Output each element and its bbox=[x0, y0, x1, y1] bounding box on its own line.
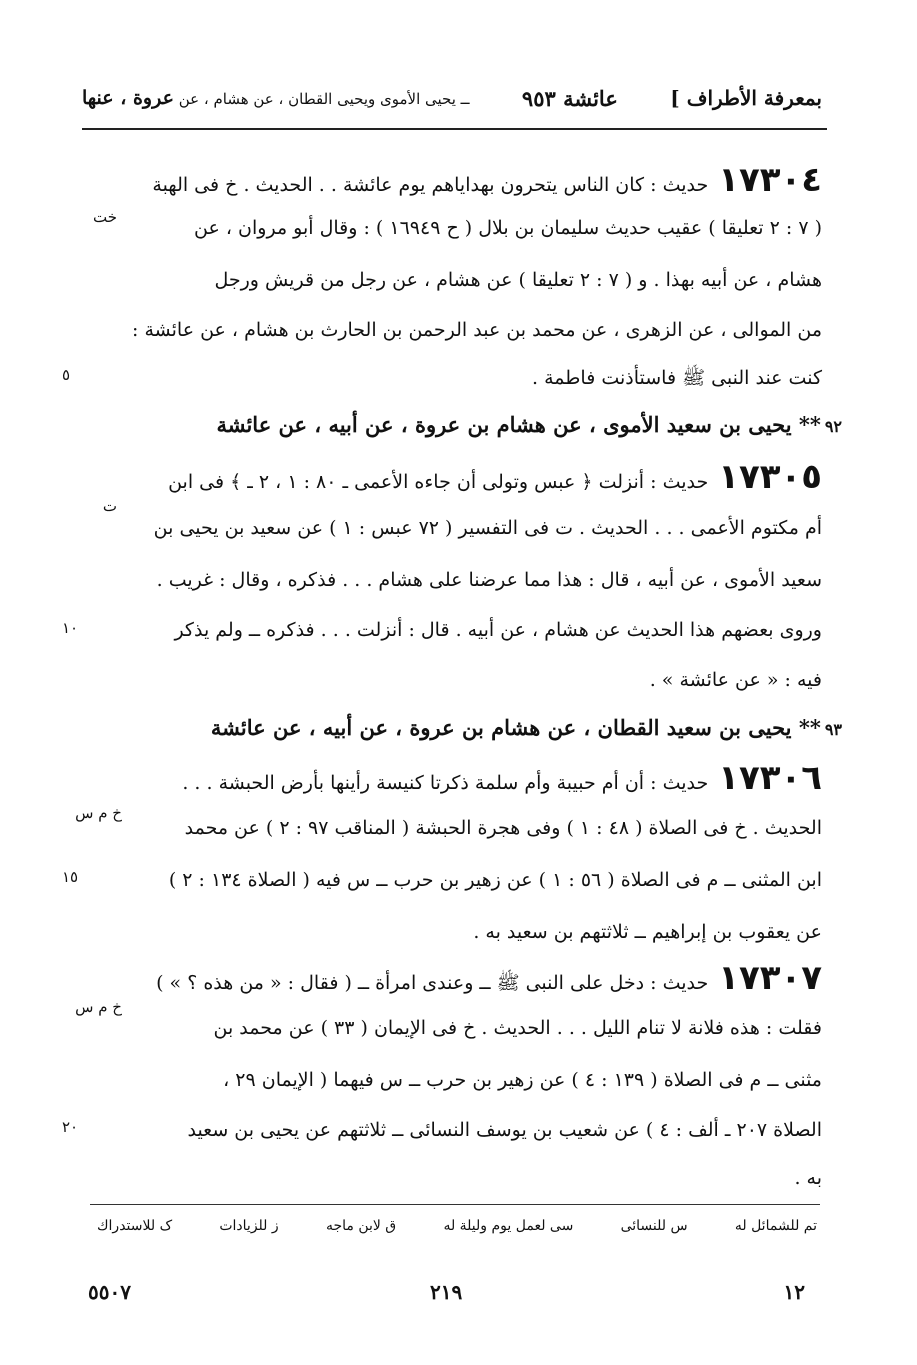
legend-item: ق لابن ماجه bbox=[325, 1218, 397, 1234]
entry-17304-line-3: هشام ، عن أبيه بهذا . و ( ٧ : ٢ تعليقا ) عن هشام ، عن رجل من قريش ورجل bbox=[214, 269, 822, 291]
volume-number: ١٢ bbox=[783, 1280, 805, 1304]
entry-17305-line-1: ١٧٣٠٥حديث : أنزلت ﴿ عبس وتولى أن جاءه الأعمى ـ ٨٠ : ١ ، ٢ ـ ﴾ فى ابن bbox=[168, 457, 822, 497]
entry-17306-line-3: ابن المثنى ــ م فى الصلاة ( ٥٦ : ١ ) عن زهير بن حرب ــ س فيه ( الصلاة ١٣٤ : ٢ ) bbox=[168, 869, 822, 891]
entry-17306-line-4: عن يعقوب بن إبراهيم ــ ثلاثتهم بن سعيد به . bbox=[473, 921, 822, 943]
entry-17306-sigla: خ م س bbox=[75, 804, 122, 822]
entry-17307-line-5: به . bbox=[794, 1167, 822, 1189]
entry-17304-sigla: خت bbox=[92, 208, 117, 226]
entry-17304-line-1: ١٧٣٠٤حديث : كان الناس يتحرون بهداياهم يوم عائشة . . الحديث . خ فى الهبة bbox=[152, 160, 822, 200]
legend-item: تم للشمائل له bbox=[734, 1218, 817, 1234]
page-number: ٢١٩ bbox=[430, 1280, 463, 1304]
entry-17305-line-5: فيه : « عن عائشة » . bbox=[649, 669, 822, 691]
header-subtitle bbox=[82, 87, 469, 109]
section-number: ٩٣ bbox=[824, 720, 842, 739]
entry-17307-sigla: خ م س bbox=[75, 998, 122, 1016]
entry-number: ١٧٣٠٥ bbox=[718, 457, 822, 497]
entry-17306-line-2: الحديث . خ فى الصلاة ( ٤٨ : ١ ) وفى هجرة الحبشة ( المناقب ٩٧ : ٢ ) عن محمد bbox=[184, 817, 822, 839]
footnote-rule bbox=[90, 1204, 820, 1205]
print-code: ٥٥٠٧ bbox=[88, 1280, 131, 1304]
entry-17304-line-5: كنت عند النبى ﷺ فاستأذنت فاطمة . bbox=[532, 367, 822, 389]
legend-item: سى لعمل يوم وليلة له bbox=[443, 1218, 574, 1234]
entry-17304-line-4: من الموالى ، عن الزهرى ، عن محمد بن عبد الرحمن بن الحارث بن هشام ، عن عائشة : bbox=[132, 319, 822, 341]
abbreviation-legend bbox=[97, 1218, 817, 1234]
entry-17307-line-4: الصلاة ٢٠٧ ـ ألف : ٤ ) عن شعيب بن يوسف النسائى ــ ثلاثتهم عن يحيى بن سعيد bbox=[187, 1119, 822, 1141]
margin-line-number: ١٥ bbox=[62, 868, 79, 886]
entry-17305-line-2: أم مكتوم الأعمى . . . الحديث . ت فى التفسير ( ٧٢ عبس : ١ ) عن سعيد بن يحيى بن bbox=[153, 517, 822, 539]
margin-line-number: ٥ bbox=[62, 366, 71, 384]
running-header bbox=[82, 78, 822, 118]
section-number: ٩٢ bbox=[824, 417, 842, 436]
legend-item: س للنسائى bbox=[620, 1218, 688, 1234]
entry-17305-line-3: سعيد الأموى ، عن أبيه ، قال : هذا مما عرضنا على هشام . . . فذكره ، وقال : غريب . bbox=[156, 569, 822, 591]
section-92-heading: ٩٢** يحيى بن سعيد الأموى ، عن هشام بن عروة ، عن أبيه ، عن عائشة bbox=[216, 412, 842, 437]
entry-17307-line-3: مثنى ــ م فى الصلاة ( ١٣٩ : ٤ ) عن زهير بن حرب ــ س فيهما ( الإيمان ٢٩ ، bbox=[223, 1069, 822, 1091]
margin-line-number: ١٠ bbox=[62, 619, 79, 637]
entry-number: ١٧٣٠٤ bbox=[718, 160, 822, 200]
entry-17307-line-1: ١٧٣٠٧حديث : دخل على النبى ﷺ ــ وعندى امرأة ــ ( فقال : « من هذه ؟ » ) bbox=[156, 958, 822, 998]
entry-17306-line-1: ١٧٣٠٦حديث : أن أم حبيبة وأم سلمة ذكرتا كنيسة رأينها بأرض الحبشة . . . bbox=[182, 758, 822, 798]
header-book-title: بمعرفة الأطراف ] bbox=[670, 86, 822, 110]
header-subtitle-prefix: ــ يحيى الأموى ويحيى القطان ، عن هشام ، عن bbox=[178, 90, 470, 108]
entry-number: ١٧٣٠٦ bbox=[718, 758, 822, 798]
entry-17305-sigla: ت bbox=[102, 497, 117, 515]
section-93-heading: ٩٣** يحيى بن سعيد القطان ، عن هشام بن عروة ، عن أبيه ، عن عائشة bbox=[210, 715, 842, 740]
entry-17305-line-4: وروى بعضهم هذا الحديث عن هشام ، عن أبيه . قال : أنزلت . . . فذكره ــ ولم يذكر bbox=[174, 619, 822, 641]
legend-item: ک للاستدراك bbox=[97, 1218, 173, 1234]
margin-line-number: ٢٠ bbox=[62, 1118, 79, 1136]
entry-17304-line-2: ( ٧ : ٢ تعليقا ) عقيب حديث سليمان بن بلال ( ح ١٦٩٤٩ ) : وقال أبو مروان ، عن bbox=[194, 217, 822, 239]
legend-item: ز للزيادات bbox=[219, 1218, 279, 1234]
entry-17307-line-2: فقلت : هذه فلانة لا تنام الليل . . . الحديث . خ فى الإيمان ( ٣٣ ) عن محمد بن bbox=[213, 1017, 822, 1039]
entry-number: ١٧٣٠٧ bbox=[718, 958, 822, 998]
header-rule bbox=[82, 128, 827, 130]
header-chapter-title: عائشة ٩٥٣ bbox=[521, 85, 618, 111]
header-subtitle-bold: عروة ، عنها bbox=[82, 87, 174, 109]
